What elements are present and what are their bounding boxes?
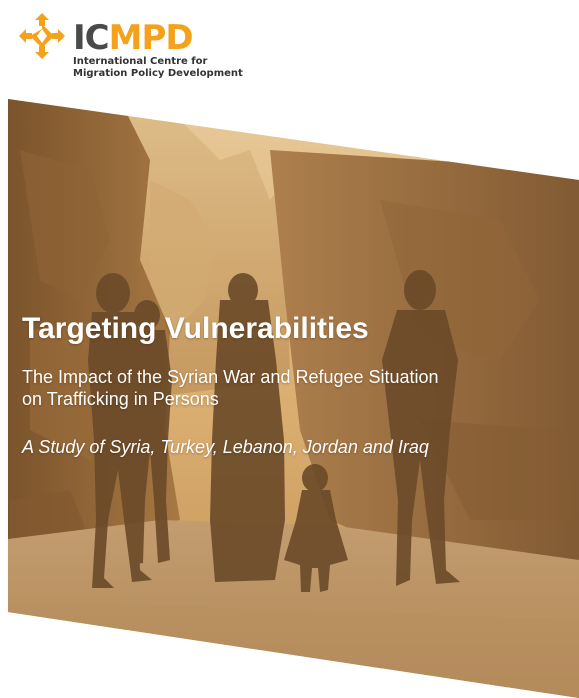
report-subtitle-line-2: on Trafficking in Persons: [22, 389, 219, 409]
icmpd-logo: [18, 12, 258, 82]
study-scope: A Study of Syria, Turkey, Lebanon, Jordan and Iraq: [22, 437, 429, 457]
report-subtitle-line-1: The Impact of the Syrian War and Refugee Situation: [22, 367, 439, 387]
logo-subtitle-line-2: Migration Policy Development: [73, 68, 243, 79]
report-subtitle: [22, 366, 542, 410]
logo-wordmark: [73, 18, 193, 58]
four-arrows-diamond-icon: [18, 12, 66, 60]
report-title: Targeting Vulnerabilities: [22, 312, 369, 345]
logo-subtitle: [73, 56, 243, 80]
logo-wordmark-ic: IC: [73, 18, 109, 58]
logo-subtitle-line-1: International Centre for: [73, 56, 208, 67]
logo-wordmark-mpd: MPD: [108, 18, 193, 58]
